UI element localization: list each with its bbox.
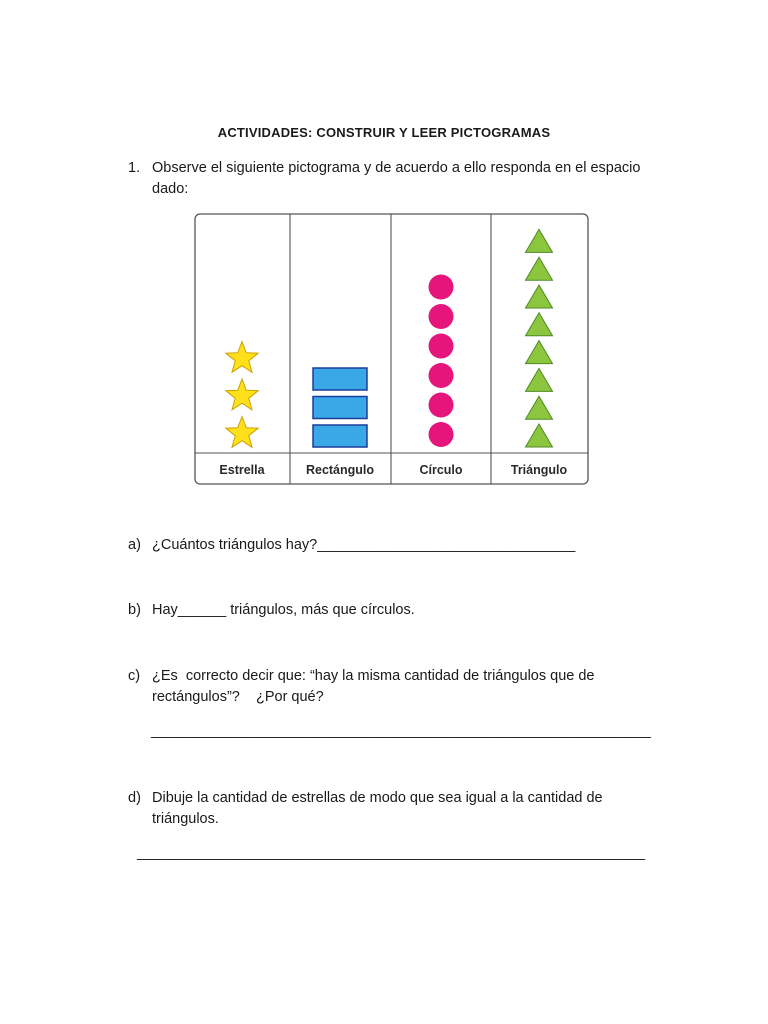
pictogram-chart: [194, 213, 590, 487]
question-a-text: ¿Cuántos triángulos hay?________________________________: [152, 537, 576, 553]
rectangle-symbol: [313, 397, 367, 419]
circle-symbol: [429, 393, 454, 418]
question-a-label: a): [128, 537, 141, 553]
question-c-line2: rectángulos”? ¿Por qué?: [152, 689, 324, 705]
question-1-line1: Observe el siguiente pictograma y de acuerdo a ello responda en el espacio: [152, 160, 641, 176]
question-c-answer-line[interactable]: ______________________________________________________________: [151, 723, 651, 739]
question-b-label: b): [128, 602, 141, 618]
circle-symbol: [429, 422, 454, 447]
question-d-answer-line[interactable]: _______________________________________________________________: [137, 845, 646, 861]
rectangle-symbol: [313, 425, 367, 447]
circle-symbol: [429, 275, 454, 300]
question-d-line1: Dibuje la cantidad de estrellas de modo que sea igual a la cantidad de: [152, 790, 603, 806]
question-b-text: Hay______ triángulos, más que círculos.: [152, 602, 415, 618]
circle-symbol: [429, 363, 454, 388]
category-label-estrella: Estrella: [219, 463, 265, 477]
question-c-line1: ¿Es correcto decir que: “hay la misma cantidad de triángulos que de: [152, 668, 595, 684]
page-title: ACTIVIDADES: CONSTRUIR Y LEER PICTOGRAMAS: [217, 125, 551, 140]
question-d-label: d): [128, 790, 141, 806]
question-1-line2: dado:: [152, 181, 189, 197]
category-label-rectangulo: Rectángulo: [305, 463, 375, 477]
circle-symbol: [429, 304, 454, 329]
question-d-line2: triángulos.: [152, 811, 219, 827]
question-1-number: 1.: [128, 160, 141, 176]
question-b: [128, 600, 688, 621]
question-c-label: c): [128, 668, 141, 684]
category-label-triangulo: Triángulo: [510, 463, 568, 477]
question-1: [128, 158, 688, 200]
question-d: [128, 788, 688, 830]
question-a: [128, 535, 688, 556]
question-c: [128, 666, 688, 708]
circle-symbol: [429, 334, 454, 359]
rectangle-symbol: [313, 368, 367, 390]
category-label-circulo: Círculo: [419, 463, 463, 477]
